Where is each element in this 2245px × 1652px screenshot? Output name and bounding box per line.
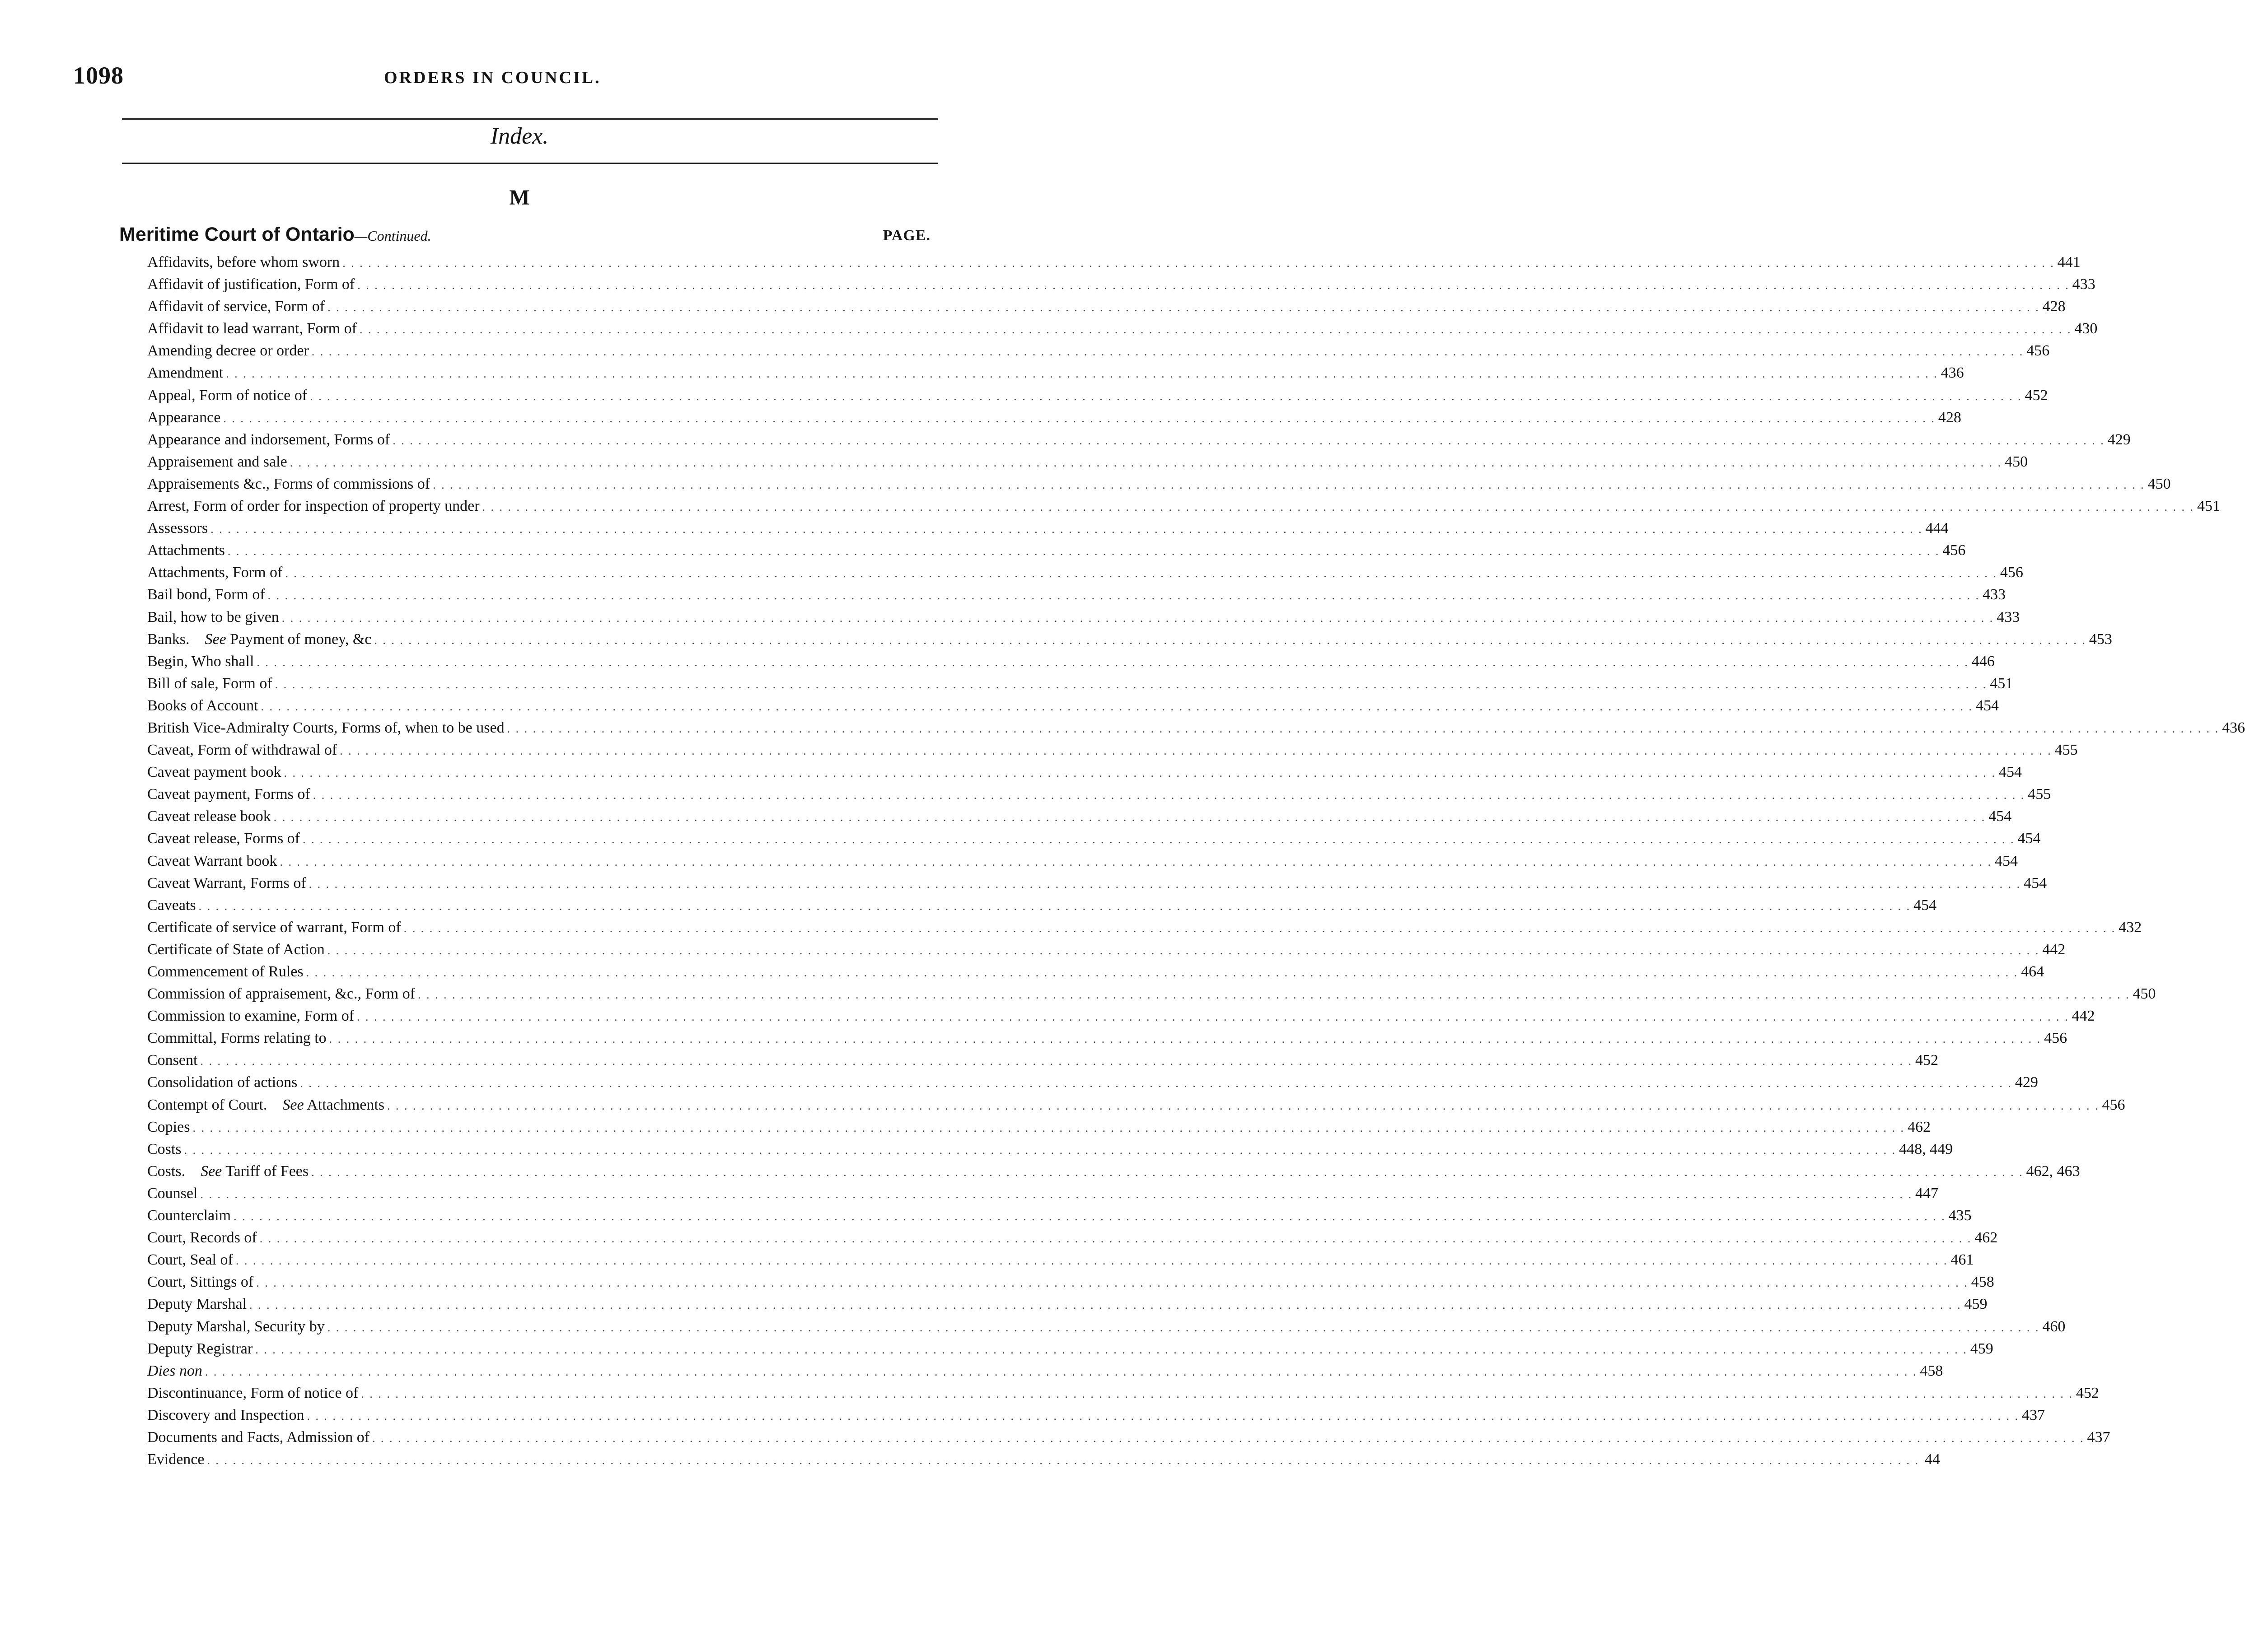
index-entry (147, 1271, 1994, 1293)
dot-leader: . . . . . . . . . . . . . . . . . . . . . . . . . . . . . . . . . . . . . . . . . . . . . . . . . . . . . . . . . . . . . . . . . . . . . . . . . . . . . . . . . . . . . . . . . . . . . . . . . . . . . . . . . . . . . . . . . . . . . . . . . . . . . . . . . . . . . . . . . . . . . . . . . . . . . . . . . . . . . . . . . . . . . . . . . . . . . . . . . . . . . . . . . . . . . . . . . . . . . . . . (280, 855, 1992, 868)
dot-leader: . . . . . . . . . . . . . . . . . . . . . . . . . . . . . . . . . . . . . . . . . . . . . . . . . . . . . . . . . . . . . . . . . . . . . . . . . . . . . . . . . . . . . . . . . . . . . . . . . . . . . . . . . . . . . . . . . . . . . . . . . . . . . . . . . . . . . . . . . . . . . . . . . . . . . . . . . . . . . . . . . . . . . . . . . . . . . . . . . . . . . . . . . . . . . . . . . . . . . . . . (403, 921, 2116, 935)
entry-heading (119, 224, 931, 249)
entry-page: 446 (1971, 653, 1995, 670)
index-entry (147, 1293, 1988, 1315)
dot-leader: . . . . . . . . . . . . . . . . . . . . . . . . . . . . . . . . . . . . . . . . . . . . . . . . . . . . . . . . . . . . . . . . . . . . . . . . . . . . . . . . . . . . . . . . . . . . . . . . . . . . . . . . . . . . . . . . . . . . . . . . . . . . . . . . . . . . . . . . . . . . . . . . . . . . . . . . . . . . . . . . . . . . . . . . . . . . . . . . . . . . . . . . . . . . . . . . . . . . . . . . (256, 1276, 1969, 1290)
entry-page: 451 (1990, 675, 2013, 692)
index-entry (147, 473, 2171, 495)
index-entry (147, 717, 2245, 739)
entry-page: 454 (1988, 808, 2012, 825)
dot-leader: . . . . . . . . . . . . . . . . . . . . . . . . . . . . . . . . . . . . . . . . . . . . . . . . . . . . . . . . . . . . . . . . . . . . . . . . . . . . . . . . . . . . . . . . . . . . . . . . . . . . . . . . . . . . . . . . . . . . . . . . . . . . . . . . . . . . . . . . . . . . . . . . . . . . . . . . . . . . . . . . . . . . . . . . . . . . . . . . . . . . . . . . . . . . . . . . . . . . . . . . (327, 943, 2040, 957)
index-entry (147, 1382, 2099, 1404)
index-entry (147, 1116, 1931, 1138)
dot-leader: . . . . . . . . . . . . . . . . . . . . . . . . . . . . . . . . . . . . . . . . . . . . . . . . . . . . . . . . . . . . . . . . . . . . . . . . . . . . . . . . . . . . . . . . . . . . . . . . . . . . . . . . . . . . . . . . . . . . . . . . . . . . . . . . . . . . . . . . . . . . . . . . . . . . . . . . . . . . . . . . . . . . . . . . . . . . . . . . . . . . . . . . . . . . . . . . . . . . . . . . (290, 456, 2002, 469)
entry-term: Amending decree or order (147, 342, 309, 359)
page-column-label: PAGE. (883, 227, 931, 244)
index-entry (147, 695, 1999, 717)
dot-leader: . . . . . . . . . . . . . . . . . . . . . . . . . . . . . . . . . . . . . . . . . . . . . . . . . . . . . . . . . . . . . . . . . . . . . . . . . . . . . . . . . . . . . . . . . . . . . . . . . . . . . . . . . . . . . . . . . . . . . . . . . . . . . . . . . . . . . . . . . . . . . . . . . . . . . . . . . . . . . . . . . . . . . . . . . . . . . . . . . . . . . . . . . . . . . . . . . . . . . . . . (342, 257, 2055, 270)
entry-page: 452 (1915, 1052, 1938, 1069)
heading-continued: —Continued. (354, 228, 431, 244)
dot-leader: . . . . . . . . . . . . . . . . . . . . . . . . . . . . . . . . . . . . . . . . . . . . . . . . . . . . . . . . . . . . . . . . . . . . . . . . . . . . . . . . . . . . . . . . . . . . . . . . . . . . . . . . . . . . . . . . . . . . . . . . . . . . . . . . . . . . . . . . . . . . . . . . . . . . . . . . . . . . . . . . . . . . . . . . . . . . . . . . . . . . . . . . . . . . . . . . . . . . . . . . (192, 1121, 1905, 1134)
entry-page: 452 (2025, 387, 2048, 404)
entry-page: 444 (1925, 520, 1949, 537)
dot-leader: . . . . . . . . . . . . . . . . . . . . . . . . . . . . . . . . . . . . . . . . . . . . . . . . . . . . . . . . . . . . . . . . . . . . . . . . . . . . . . . . . . . . . . . . . . . . . . . . . . . . . . . . . . . . . . . . . . . . . . . . . . . . . . . . . . . . . . . . . . . . . . . . . . . . . . . . . . . . . . . . . . . . . . . . . . . . . . . . . . . . . . . . . . . . . . . . . . . . . . . . (372, 1431, 2085, 1445)
index-entry (147, 672, 2013, 695)
index-entry (147, 1005, 2095, 1027)
entry-page: 461 (1950, 1251, 1974, 1269)
entry-page: 459 (1970, 1340, 1993, 1357)
entry-term: Bill of sale, Form of (147, 675, 272, 692)
entry-page: 453 (2089, 630, 2112, 648)
index-entry (147, 739, 2078, 761)
dot-leader: . . . . . . . . . . . . . . . . . . . . . . . . . . . . . . . . . . . . . . . . . . . . . . . . . . . . . . . . . . . . . . . . . . . . . . . . . . . . . . . . . . . . . . . . . . . . . . . . . . . . . . . . . . . . . . . . . . . . . . . . . . . . . . . . . . . . . . . . . . . . . . . . . . . . . . . . . . . . . . . . . . . . . . . . . . . . . . . . . . . . . . . . . . . . . . . . . . . . . . . . (357, 279, 2070, 292)
dot-leader: . . . . . . . . . . . . . . . . . . . . . . . . . . . . . . . . . . . . . . . . . . . . . . . . . . . . . . . . . . . . . . . . . . . . . . . . . . . . . . . . . . . . . . . . . . . . . . . . . . . . . . . . . . . . . . . . . . . . . . . . . . . . . . . . . . . . . . . . . . . . . . . . . . . . . . . . . . . . . . . . . . . . . . . . . . . . . . . . . . . . . . . . . . . . . . . . . . . . . . . . (205, 1365, 1918, 1378)
dot-leader: . . . . . . . . . . . . . . . . . . . . . . . . . . . . . . . . . . . . . . . . . . . . . . . . . . . . . . . . . . . . . . . . . . . . . . . . . . . . . . . . . . . . . . . . . . . . . . . . . . . . . . . . . . . . . . . . . . . . . . . . . . . . . . . . . . . . . . . . . . . . . . . . . . . . . . . . . . . . . . . . . . . . . . . . . . . . . . . . . . . . . . . . . . . . . . . . . . . . . . . . (313, 789, 2025, 802)
index-entry (147, 1138, 1953, 1160)
entry-term: Arrest, Form of order for inspection of property under (147, 498, 480, 515)
entry-term: Evidence (147, 1451, 205, 1468)
entry-term: Dies non (147, 1362, 202, 1379)
entry-term: Discovery and Inspection (147, 1406, 304, 1423)
dot-leader: . . . . . . . . . . . . . . . . . . . . . . . . . . . . . . . . . . . . . . . . . . . . . . . . . . . . . . . . . . . . . . . . . . . . . . . . . . . . . . . . . . . . . . . . . . . . . . . . . . . . . . . . . . . . . . . . . . . . . . . . . . . . . . . . . . . . . . . . . . . . . . . . . . . . . . . . . . . . . . . . . . . . . . . . . . . . . . . . . . . . . . . . . . . . . . . . . . . . . . . . (285, 567, 1997, 580)
entry-term: Appearance (147, 409, 221, 426)
entry-term: Amendment (147, 364, 224, 382)
entry-term: Assessors (147, 520, 208, 537)
dot-leader: . . . . . . . . . . . . . . . . . . . . . . . . . . . . . . . . . . . . . . . . . . . . . . . . . . . . . . . . . . . . . . . . . . . . . . . . . . . . . . . . . . . . . . . . . . . . . . . . . . . . . . . . . . . . . . . . . . . . . . . . . . . . . . . . . . . . . . . . . . . . . . . . . . . . . . . . . . . . . . . . . . . . . . . . . . . . . . . . . . . . . . . . . . . . . . . . . . . . . . . . (303, 833, 2015, 846)
entry-term: Court, Sittings of (147, 1274, 254, 1291)
entry-page: 436 (1941, 364, 1964, 382)
entry-term: Caveat release book (147, 808, 271, 825)
see-reference: See (205, 630, 226, 648)
index-entry (147, 406, 1961, 429)
entry-page: 455 (2028, 786, 2051, 803)
entry-term: Court, Seal of (147, 1251, 233, 1269)
entry-term: British Vice-Admiralty Courts, Forms of, when to be used (147, 719, 505, 736)
entry-page: 450 (2133, 985, 2156, 1003)
dot-leader: . . . . . . . . . . . . . . . . . . . . . . . . . . . . . . . . . . . . . . . . . . . . . . . . . . . . . . . . . . . . . . . . . . . . . . . . . . . . . . . . . . . . . . . . . . . . . . . . . . . . . . . . . . . . . . . . . . . . . . . . . . . . . . . . . . . . . . . . . . . . . . . . . . . . . . . . . . . . . . . . . . . . . . . . . . . . . . . . . . . . . . . . . . . . . . . . . . . . . . . . (281, 611, 1994, 625)
entry-page: 433 (1983, 586, 2006, 603)
dot-leader: . . . . . . . . . . . . . . . . . . . . . . . . . . . . . . . . . . . . . . . . . . . . . . . . . . . . . . . . . . . . . . . . . . . . . . . . . . . . . . . . . . . . . . . . . . . . . . . . . . . . . . . . . . . . . . . . . . . . . . . . . . . . . . . . . . . . . . . . . . . . . . . . . . . . . . . . . . . . . . . . . . . . . . . . . . . . . . . . . . . . . . . . . . . . . . . . . . . . . . . . (227, 545, 1940, 558)
entry-term: Caveats (147, 896, 196, 914)
index-entry (147, 894, 1937, 916)
index-entry (147, 1027, 2067, 1049)
section-label: Index. (490, 123, 549, 149)
index-entry (147, 451, 2028, 473)
dot-leader: . . . . . . . . . . . . . . . . . . . . . . . . . . . . . . . . . . . . . . . . . . . . . . . . . . . . . . . . . . . . . . . . . . . . . . . . . . . . . . . . . . . . . . . . . . . . . . . . . . . . . . . . . . . . . . . . . . . . . . . . . . . . . . . . . . . . . . . . . . . . . . . . . . . . . . . . . . . . . . . . . . . . . . . . . . . . . . . . . . . . . . . . . . . . . . . . . . . . . . . . (261, 700, 1974, 713)
entry-term: Discontinuance, Form of notice of (147, 1384, 359, 1401)
index-entry (147, 827, 2041, 849)
index-entry (147, 1404, 2045, 1426)
entry-page: 441 (2057, 254, 2081, 271)
dot-leader: . . . . . . . . . . . . . . . . . . . . . . . . . . . . . . . . . . . . . . . . . . . . . . . . . . . . . . . . . . . . . . . . . . . . . . . . . . . . . . . . . . . . . . . . . . . . . . . . . . . . . . . . . . . . . . . . . . . . . . . . . . . . . . . . . . . . . . . . . . . . . . . . . . . . . . . . . . . . . . . . . . . . . . . . . . . . . . . . . . . . . . . . . . . . . . . . . . . . . . . . (433, 478, 2145, 491)
entry-page: 436 (2222, 719, 2245, 736)
entry-term: Deputy Registrar (147, 1340, 253, 1357)
entry-page: 456 (2026, 342, 2050, 359)
entry-page: 454 (1994, 852, 2018, 869)
entry-term: Attachments (147, 542, 225, 559)
dot-leader: . . . . . . . . . . . . . . . . . . . . . . . . . . . . . . . . . . . . . . . . . . . . . . . . . . . . . . . . . . . . . . . . . . . . . . . . . . . . . . . . . . . . . . . . . . . . . . . . . . . . . . . . . . . . . . . . . . . . . . . . . . . . . . . . . . . . . . . . . . . . . . . . . . . . . . . . . . . . . . . . . . . . . . . . . . . . . . . . . . . . . . . . . . . . . . . . . . . . . . . . (198, 899, 1911, 913)
dot-leader: . . . . . . . . . . . . . . . . . . . . . . . . . . . . . . . . . . . . . . . . . . . . . . . . . . . . . . . . . . . . . . . . . . . . . . . . . . . . . . . . . . . . . . . . . . . . . . . . . . . . . . . . . . . . . . . . . . . . . . . . . . . . . . . . . . . . . . . . . . . . . . . . . . . . . . . . . . . . . . . . . . . . . . . . . . . . . . . . . . . . . . . . . . . . . . . . . . . . . . . . (184, 1143, 1897, 1157)
index-entry (147, 983, 2156, 1005)
dot-leader: . . . . . . . . . . . . . . . . . . . . . . . . . . . . . . . . . . . . . . . . . . . . . . . . . . . . . . . . . . . . . . . . . . . . . . . . . . . . . . . . . . . . . . . . . . . . . . . . . . . . . . . . . . . . . . . . . . . . . . . . . . . . . . . . . . . . . . . . . . . . . . . . . . . . . . . . . . . . . . . . . . . . . . . . . . . . . . . . . . . . . . . . . . . . . . . . . . . . . . . . (418, 988, 2130, 1002)
dot-leader: . . . . . . . . . . . . . . . . . . . . . . . . . . . . . . . . . . . . . . . . . . . . . . . . . . . . . . . . . . . . . . . . . . . . . . . . . . . . . . . . . . . . . . . . . . . . . . . . . . . . . . . . . . . . . . . . . . . . . . . . . . . . . . . . . . . . . . . . . . . . . . . . . . . . . . . . . . . . . . . . . . . . . . . . . . . . . . . . . . . . . . . . . . . . . . . . . . . . . . . . (340, 744, 2052, 758)
entry-page: 454 (2017, 830, 2041, 847)
entry-term: Appearance and indorsement, Forms of (147, 431, 390, 448)
index-entry (147, 384, 2048, 406)
dot-leader: . . . . . . . . . . . . . . . . . . . . . . . . . . . . . . . . . . . . . . . . . . . . . . . . . . . . . . . . . . . . . . . . . . . . . . . . . . . . . . . . . . . . . . . . . . . . . . . . . . . . . . . . . . . . . . . . . . . . . . . . . . . . . . . . . . . . . . . . . . . . . . . . . . . . . . . . . . . . . . . . . . . . . . . . . . . . . . . . . . . . . . . . . . . . . . . . . . . . . . . . (359, 323, 2072, 336)
entry-term: Consent (147, 1052, 198, 1069)
index-entry (147, 295, 2066, 317)
see-reference: See (201, 1162, 222, 1180)
dot-leader: . . . . . . . . . . . . . . . . . . . . . . . . . . . . . . . . . . . . . . . . . . . . . . . . . . . . . . . . . . . . . . . . . . . . . . . . . . . . . . . . . . . . . . . . . . . . . . . . . . . . . . . . . . . . . . . . . . . . . . . . . . . . . . . . . . . . . . . . . . . . . . . . . . . . . . . . . . . . . . . . . . . . . . . . . . . . . . . . . . . . . . . . . . . . . . . . . . . . . . . . (374, 633, 2086, 647)
dot-leader: . . . . . . . . . . . . . . . . . . . . . . . . . . . . . . . . . . . . . . . . . . . . . . . . . . . . . . . . . . . . . . . . . . . . . . . . . . . . . . . . . . . . . . . . . . . . . . . . . . . . . . . . . . . . . . . . . . . . . . . . . . . . . . . . . . . . . . . . . . . . . . . . . . . . . . . . . . . . . . . . . . . . . . . . . . . . . . . . . . . . . . . . . . . . . . . . . . . . . . . . (310, 389, 2022, 403)
index-entry (147, 606, 2020, 628)
entry-term: Appraisements &c., Forms of commissions of (147, 475, 430, 492)
entry-term: Appraisement and sale (147, 453, 287, 470)
entry-term: Committal, Forms relating to (147, 1030, 327, 1047)
dot-leader: . . . . . . . . . . . . . . . . . . . . . . . . . . . . . . . . . . . . . . . . . . . . . . . . . . . . . . . . . . . . . . . . . . . . . . . . . . . . . . . . . . . . . . . . . . . . . . . . . . . . . . . . . . . . . . . . . . . . . . . . . . . . . . . . . . . . . . . . . . . . . . . . . . . . . . . . . . . . . . . . . . . . . . . . . . . . . . . . . . . . . . . . . . . . . . . . . . . . . . . . (200, 1055, 1913, 1068)
entry-page: 429 (2015, 1074, 2038, 1091)
index-entry (147, 362, 1964, 384)
dot-leader: . . . . . . . . . . . . . . . . . . . . . . . . . . . . . . . . . . . . . . . . . . . . . . . . . . . . . . . . . . . . . . . . . . . . . . . . . . . . . . . . . . . . . . . . . . . . . . . . . . . . . . . . . . . . . . . . . . . . . . . . . . . . . . . . . . . . . . . . . . . . . . . . . . . . . . . . . . . . . . . . . . . . . . . . . . . . . . . . . . . . . . . . . . . . . . . . . . . . . . . . (361, 1387, 2073, 1400)
entry-term: Certificate of State of Action (147, 941, 325, 958)
entry-term: Contempt of Court. See Attachments (147, 1096, 385, 1113)
entry-page: 454 (1913, 896, 1937, 914)
entry-page: 455 (2054, 742, 2078, 759)
dot-leader: . . . . . . . . . . . . . . . . . . . . . . . . . . . . . . . . . . . . . . . . . . . . . . . . . . . . . . . . . . . . . . . . . . . . . . . . . . . . . . . . . . . . . . . . . . . . . . . . . . . . . . . . . . . . . . . . . . . . . . . . . . . . . . . . . . . . . . . . . . . . . . . . . . . . . . . . . . . . . . . . . . . . . . . . . . . . . . . . . . . . . . . . . . . . . . . . . . . . . . . . (311, 1165, 2024, 1179)
dot-leader: . . . . . . . . . . . . . . . . . . . . . . . . . . . . . . . . . . . . . . . . . . . . . . . . . . . . . . . . . . . . . . . . . . . . . . . . . . . . . . . . . . . . . . . . . . . . . . . . . . . . . . . . . . . . . . . . . . . . . . . . . . . . . . . . . . . . . . . . . . . . . . . . . . . . . . . . . . . . . . . . . . . . . . . . . . . . . . . . . . . . . . . . . . . . . . . . . . . . . . . . (357, 1010, 2069, 1024)
entry-page: 462 (1974, 1229, 1998, 1246)
page-number: 1098 (73, 62, 124, 89)
dot-leader: . . . . . . . . . . . . . . . . . . . . . . . . . . . . . . . . . . . . . . . . . . . . . . . . . . . . . . . . . . . . . . . . . . . . . . . . . . . . . . . . . . . . . . . . . . . . . . . . . . . . . . . . . . . . . . . . . . . . . . . . . . . . . . . . . . . . . . . . . . . . . . . . . . . . . . . . . . . . . . . . . . . . . . . . . . . . . . . . . . . . . . . . . . . . . . . . . . . . . . . . (275, 677, 1988, 691)
top-rule (122, 118, 938, 120)
dot-leader: . . . . . . . . . . . . . . . . . . . . . . . . . . . . . . . . . . . . . . . . . . . . . . . . . . . . . . . . . . . . . . . . . . . . . . . . . . . . . . . . . . . . . . . . . . . . . . . . . . . . . . . . . . . . . . . . . . . . . . . . . . . . . . . . . . . . . . . . . . . . . . . . . . . . . . . . . . . . . . . . . . . . . . . . . . . . . . . . . . . . . . . . . . . . . . . . . . . . . . . . (259, 1232, 1972, 1246)
dot-leader: . . . . . . . . . . . . . . . . . . . . . . . . . . . . . . . . . . . . . . . . . . . . . . . . . . . . . . . . . . . . . . . . . . . . . . . . . . . . . . . . . . . . . . . . . . . . . . . . . . . . . . . . . . . . . . . . . . . . . . . . . . . . . . . . . . . . . . . . . . . . . . . . . . . . . . . . . . . . . . . . . . . . . . . . . . . . . . . . . . . . . . . . . . . . . . . . . . . . . . . . (327, 1321, 2040, 1334)
dot-leader: . . . . . . . . . . . . . . . . . . . . . . . . . . . . . . . . . . . . . . . . . . . . . . . . . . . . . . . . . . . . . . . . . . . . . . . . . . . . . . . . . . . . . . . . . . . . . . . . . . . . . . . . . . . . . . . . . . . . . . . . . . . . . . . . . . . . . . . . . . . . . . . . . . . . . . . . . . . . . . . . . . . . . . . . . . . . . . . . . . . . . . . . . . . . . . . . . . . . . . . . (255, 1343, 1968, 1356)
entry-page: 459 (1964, 1296, 1988, 1313)
entry-page: 454 (1998, 764, 2022, 781)
index-entry (147, 583, 2006, 606)
dot-leader: . . . . . . . . . . . . . . . . . . . . . . . . . . . . . . . . . . . . . . . . . . . . . . . . . . . . . . . . . . . . . . . . . . . . . . . . . . . . . . . . . . . . . . . . . . . . . . . . . . . . . . . . . . . . . . . . . . . . . . . . . . . . . . . . . . . . . . . . . . . . . . . . . . . . . . . . . . . . . . . . . . . . . . . . . . . . . . . . . . . . . . . . . . . . . . . . . . . . . . . . (309, 877, 2021, 891)
dot-leader: . . . . . . . . . . . . . . . . . . . . . . . . . . . . . . . . . . . . . . . . . . . . . . . . . . . . . . . . . . . . . . . . . . . . . . . . . . . . . . . . . . . . . . . . . . . . . . . . . . . . . . . . . . . . . . . . . . . . . . . . . . . . . . . . . . . . . . . . . . . . . . . . . . . . . . . . . . . . . . . . . . . . . . . . . . . . . . . . . . . . . . . . . . . . . . . . . . . . . . . . (327, 301, 2040, 314)
dot-leader: . . . . . . . . . . . . . . . . . . . . . . . . . . . . . . . . . . . . . . . . . . . . . . . . . . . . . . . . . . . . . . . . . . . . . . . . . . . . . . . . . . . . . . . . . . . . . . . . . . . . . . . . . . . . . . . . . . . . . . . . . . . . . . . . . . . . . . . . . . . . . . . . . . . . . . . . . . . . . . . . . . . . . . . . . . . . . . . . . . . . . . . . . . . . . . . . . . . . . . . . (393, 434, 2105, 447)
entry-page: 462, 463 (2026, 1162, 2080, 1180)
entry-term: Begin, Who shall (147, 653, 254, 670)
entry-page: 435 (1948, 1207, 1972, 1224)
dot-leader: . . . . . . . . . . . . . . . . . . . . . . . . . . . . . . . . . . . . . . . . . . . . . . . . . . . . . . . . . . . . . . . . . . . . . . . . . . . . . . . . . . . . . . . . . . . . . . . . . . . . . . . . . . . . . . . . . . . . . . . . . . . . . . . . . . . . . . . . . . . . . . . . . . . . . . . . . . . . . . . . . . . . . . . . . . . . . . . . . . . . . . . . . . . . . . . . . . . . . . . . (329, 1032, 2042, 1046)
entry-term: Costs (147, 1140, 182, 1157)
entry-term: Affidavit of service, Form of (147, 298, 325, 315)
entry-page: 442 (2072, 1008, 2095, 1025)
entry-page: 447 (1915, 1185, 1938, 1202)
index-entry (147, 1360, 1943, 1382)
index-entry (147, 251, 2081, 273)
entry-term: Caveat Warrant book (147, 852, 277, 869)
entry-page: 437 (2021, 1406, 2045, 1423)
entry-page: 448, 449 (1899, 1140, 1953, 1157)
dot-leader: . . . . . . . . . . . . . . . . . . . . . . . . . . . . . . . . . . . . . . . . . . . . . . . . . . . . . . . . . . . . . . . . . . . . . . . . . . . . . . . . . . . . . . . . . . . . . . . . . . . . . . . . . . . . . . . . . . . . . . . . . . . . . . . . . . . . . . . . . . . . . . . . . . . . . . . . . . . . . . . . . . . . . . . . . . . . . . . . . . . . . . . . . . . . . . . . . . . . . . . . (210, 523, 1923, 536)
entry-page: 456 (1942, 542, 1966, 559)
entry-page: 458 (1920, 1362, 1943, 1379)
entry-page: 464 (2021, 963, 2044, 980)
index-entry (147, 1249, 1974, 1271)
entry-term: Counsel (147, 1185, 198, 1202)
entry-page: 451 (2197, 498, 2221, 515)
entry-page: 452 (2076, 1384, 2099, 1401)
index-entry (147, 1426, 2110, 1448)
entry-term: Deputy Marshal (147, 1296, 247, 1313)
entry-term: Bail, how to be given (147, 608, 279, 625)
entry-page: 456 (2044, 1030, 2067, 1047)
entry-term: Documents and Facts, Admission of (147, 1428, 370, 1446)
entry-term: Caveat release, Forms of (147, 830, 300, 847)
dot-leader: . . . . . . . . . . . . . . . . . . . . . . . . . . . . . . . . . . . . . . . . . . . . . . . . . . . . . . . . . . . . . . . . . . . . . . . . . . . . . . . . . . . . . . . . . . . . . . . . . . . . . . . . . . . . . . . . . . . . . . . . . . . . . . . . . . . . . . . . . . . . . . . . . . . . . . . . . . . . . . . . . . . . . . . . . . . . . . . . . . . . . . . . . . . . . . . . . . . . . . . . (257, 655, 1969, 669)
entry-page: 432 (2119, 919, 2142, 936)
dot-leader: . . . . . . . . . . . . . . . . . . . . . . . . . . . . . . . . . . . . . . . . . . . . . . . . . . . . . . . . . . . . . . . . . . . . . . . . . . . . . . . . . . . . . . . . . . . . . . . . . . . . . . . . . . . . . . . . . . . . . . . . . . . . . . . . . . . . . . . . . . . . . . . . . . . . . . . . . . . . . . . . . . . . . . . . . . . . . . . . . . . . . . . . . . . . . . . . . . . . . . . . (226, 367, 1938, 381)
entry-term: Commission to examine, Form of (147, 1008, 355, 1025)
entry-page: 428 (2042, 298, 2066, 315)
entry-page: 44 (1925, 1451, 1940, 1468)
index-entry (147, 761, 2022, 783)
entry-page: 430 (2074, 320, 2098, 337)
index-entry (147, 1338, 1993, 1360)
dot-leader: . . . . . . . . . . . . . . . . . . . . . . . . . . . . . . . . . . . . . . . . . . . . . . . . . . . . . . . . . . . . . . . . . . . . . . . . . . . . . . . . . . . . . . . . . . . . . . . . . . . . . . . . . . . . . . . . . . . . . . . . . . . . . . . . . . . . . . . . . . . . . . . . . . . . . . . . . . . . . . . . . . . . . . . . . . . . . . . . . . . . . . . . . . . . . . . . . . . . . . . . (207, 1454, 1919, 1467)
entry-page: 458 (1971, 1274, 1994, 1291)
entry-term: Affidavit to lead warrant, Form of (147, 320, 357, 337)
index-entry (147, 495, 2221, 517)
index-entry (147, 961, 2044, 983)
entry-page: 442 (2042, 941, 2066, 958)
entry-term: Counterclaim (147, 1207, 231, 1224)
index-entry (147, 517, 1949, 539)
index-entry (147, 1182, 1938, 1204)
entry-page: 454 (2024, 874, 2047, 891)
dot-leader: . . . . . . . . . . . . . . . . . . . . . . . . . . . . . . . . . . . . . . . . . . . . . . . . . . . . . . . . . . . . . . . . . . . . . . . . . . . . . . . . . . . . . . . . . . . . . . . . . . . . . . . . . . . . . . . . . . . . . . . . . . . . . . . . . . . . . . . . . . . . . . . . . . . . . . . . . . . . . . . . . . . . . . . . . . . . . . . . . . . . . . . . . . . . . . . . . . . . . . . . (482, 500, 2195, 514)
index-entry (147, 561, 2023, 583)
index-entry (147, 628, 2112, 650)
entry-term: Costs. See Tariff of Fees (147, 1162, 309, 1180)
entry-term: Certificate of service of warrant, Form of (147, 919, 401, 936)
entry-term: Copies (147, 1118, 190, 1135)
dot-leader: . . . . . . . . . . . . . . . . . . . . . . . . . . . . . . . . . . . . . . . . . . . . . . . . . . . . . . . . . . . . . . . . . . . . . . . . . . . . . . . . . . . . . . . . . . . . . . . . . . . . . . . . . . . . . . . . . . . . . . . . . . . . . . . . . . . . . . . . . . . . . . . . . . . . . . . . . . . . . . . . . . . . . . . . . . . . . . . . . . . . . . . . . . . . . . . . . . . . . . . . (223, 411, 1936, 425)
entry-term: Banks. See Payment of money, &c (147, 630, 372, 648)
dot-leader: . . . . . . . . . . . . . . . . . . . . . . . . . . . . . . . . . . . . . . . . . . . . . . . . . . . . . . . . . . . . . . . . . . . . . . . . . . . . . . . . . . . . . . . . . . . . . . . . . . . . . . . . . . . . . . . . . . . . . . . . . . . . . . . . . . . . . . . . . . . . . . . . . . . . . . . . . . . . . . . . . . . . . . . . . . . . . . . . . . . . . . . . . . . . . . . . . . . . . . . . (284, 766, 1996, 780)
entry-term: Consolidation of actions (147, 1074, 298, 1091)
entry-term: Deputy Marshal, Security by (147, 1318, 325, 1335)
index-entry (147, 1094, 2125, 1116)
dot-leader: . . . . . . . . . . . . . . . . . . . . . . . . . . . . . . . . . . . . . . . . . . . . . . . . . . . . . . . . . . . . . . . . . . . . . . . . . . . . . . . . . . . . . . . . . . . . . . . . . . . . . . . . . . . . . . . . . . . . . . . . . . . . . . . . . . . . . . . . . . . . . . . . . . . . . . . . . . . . . . . . . . . . . . . . . . . . . . . . . . . . . . . . . . . . . . . . . . . . . . . . (300, 1077, 2012, 1090)
index-entry (147, 1448, 1940, 1470)
entry-page: 454 (1976, 697, 1999, 714)
index-entry (147, 1160, 2080, 1182)
dot-leader: . . . . . . . . . . . . . . . . . . . . . . . . . . . . . . . . . . . . . . . . . . . . . . . . . . . . . . . . . . . . . . . . . . . . . . . . . . . . . . . . . . . . . . . . . . . . . . . . . . . . . . . . . . . . . . . . . . . . . . . . . . . . . . . . . . . . . . . . . . . . . . . . . . . . . . . . . . . . . . . . . . . . . . . . . . . . . . . . . . . . . . . . . . . . . . . . . . . . . . . . (273, 811, 1986, 824)
dot-leader: . . . . . . . . . . . . . . . . . . . . . . . . . . . . . . . . . . . . . . . . . . . . . . . . . . . . . . . . . . . . . . . . . . . . . . . . . . . . . . . . . . . . . . . . . . . . . . . . . . . . . . . . . . . . . . . . . . . . . . . . . . . . . . . . . . . . . . . . . . . . . . . . . . . . . . . . . . . . . . . . . . . . . . . . . . . . . . . . . . . . . . . . . . . . . . . . . . . . . . . . (249, 1298, 1962, 1312)
entry-page: 429 (2107, 431, 2131, 448)
dot-leader: . . . . . . . . . . . . . . . . . . . . . . . . . . . . . . . . . . . . . . . . . . . . . . . . . . . . . . . . . . . . . . . . . . . . . . . . . . . . . . . . . . . . . . . . . . . . . . . . . . . . . . . . . . . . . . . . . . . . . . . . . . . . . . . . . . . . . . . . . . . . . . . . . . . . . . . . . . . . . . . . . . . . . . . . . . . . . . . . . . . . . . . . . . . . . . . . . . . . . . . . (267, 589, 1980, 602)
dot-leader: . . . . . . . . . . . . . . . . . . . . . . . . . . . . . . . . . . . . . . . . . . . . . . . . . . . . . . . . . . . . . . . . . . . . . . . . . . . . . . . . . . . . . . . . . . . . . . . . . . . . . . . . . . . . . . . . . . . . . . . . . . . . . . . . . . . . . . . . . . . . . . . . . . . . . . . . . . . . . . . . . . . . . . . . . . . . . . . . . . . . . . . . . . . . . . . . . . . . . . . . (507, 722, 2220, 735)
entry-term: Commission of appraisement, &c., Form of (147, 985, 416, 1003)
dot-leader: . . . . . . . . . . . . . . . . . . . . . . . . . . . . . . . . . . . . . . . . . . . . . . . . . . . . . . . . . . . . . . . . . . . . . . . . . . . . . . . . . . . . . . . . . . . . . . . . . . . . . . . . . . . . . . . . . . . . . . . . . . . . . . . . . . . . . . . . . . . . . . . . . . . . . . . . . . . . . . . . . . . . . . . . . . . . . . . . . . . . . . . . . . . . . . . . . . . . . . . . (200, 1187, 1913, 1201)
entry-term: Attachments, Form of (147, 564, 283, 581)
entry-term: Affidavits, before whom sworn (147, 254, 340, 271)
running-head: ORDERS IN COUNCIL. (384, 68, 601, 87)
index-entry (147, 872, 2047, 894)
entry-page: 437 (2087, 1428, 2110, 1446)
entry-page: 456 (2000, 564, 2023, 581)
index-entry (147, 340, 2050, 362)
index-entry (147, 273, 2095, 295)
entry-page: 433 (1997, 608, 2020, 625)
index-letter: M (509, 186, 530, 210)
dot-leader: . . . . . . . . . . . . . . . . . . . . . . . . . . . . . . . . . . . . . . . . . . . . . . . . . . . . . . . . . . . . . . . . . . . . . . . . . . . . . . . . . . . . . . . . . . . . . . . . . . . . . . . . . . . . . . . . . . . . . . . . . . . . . . . . . . . . . . . . . . . . . . . . . . . . . . . . . . . . . . . . . . . . . . . . . . . . . . . . . . . . . . . . . . . . . . . . . . . . . . . . (311, 345, 2024, 359)
index-entry (147, 1049, 1938, 1071)
entry-term: Books of Account (147, 697, 258, 714)
index-entry (147, 1227, 1998, 1249)
dot-leader: . . . . . . . . . . . . . . . . . . . . . . . . . . . . . . . . . . . . . . . . . . . . . . . . . . . . . . . . . . . . . . . . . . . . . . . . . . . . . . . . . . . . . . . . . . . . . . . . . . . . . . . . . . . . . . . . . . . . . . . . . . . . . . . . . . . . . . . . . . . . . . . . . . . . . . . . . . . . . . . . . . . . . . . . . . . . . . . . . . . . . . . . . . . . . . . . . . . . . . . . (234, 1210, 1946, 1223)
entry-term: Court, Records of (147, 1229, 257, 1246)
index-entry (147, 539, 1966, 561)
entry-term: Affidavit of justification, Form of (147, 276, 355, 293)
entry-page: 460 (2042, 1318, 2066, 1335)
entry-term: Bail bond, Form of (147, 586, 265, 603)
entry-page: 428 (1938, 409, 1961, 426)
entry-term: Commencement of Rules (147, 963, 304, 980)
entry-page: 450 (2005, 453, 2028, 470)
index-entry (147, 805, 2012, 827)
bottom-rule (122, 163, 938, 164)
entry-term: Caveat payment, Forms of (147, 786, 310, 803)
entry-term: Caveat, Form of withdrawal of (147, 742, 337, 759)
index-entry (147, 1316, 2066, 1338)
entry-term: Appeal, Form of notice of (147, 387, 308, 404)
entry-term: Caveat payment book (147, 764, 281, 781)
dot-leader: . . . . . . . . . . . . . . . . . . . . . . . . . . . . . . . . . . . . . . . . . . . . . . . . . . . . . . . . . . . . . . . . . . . . . . . . . . . . . . . . . . . . . . . . . . . . . . . . . . . . . . . . . . . . . . . . . . . . . . . . . . . . . . . . . . . . . . . . . . . . . . . . . . . . . . . . . . . . . . . . . . . . . . . . . . . . . . . . . . . . . . . . . . . . . . . . . . . . . . . . (307, 1409, 2019, 1423)
index-entry (147, 916, 2142, 938)
entry-page: 462 (1907, 1118, 1931, 1135)
dot-leader: . . . . . . . . . . . . . . . . . . . . . . . . . . . . . . . . . . . . . . . . . . . . . . . . . . . . . . . . . . . . . . . . . . . . . . . . . . . . . . . . . . . . . . . . . . . . . . . . . . . . . . . . . . . . . . . . . . . . . . . . . . . . . . . . . . . . . . . . . . . . . . . . . . . . . . . . . . . . . . . . . . . . . . . . . . . . . . . . . . . . . . . . . . . . . . . . . . . . . . . . (306, 966, 2019, 979)
entry-page: 456 (2102, 1096, 2125, 1113)
entry-term: Caveat Warrant, Forms of (147, 874, 306, 891)
index-entry (147, 429, 2131, 451)
index-entry (147, 1071, 2038, 1093)
index-entry (147, 650, 1995, 672)
heading-title: Meritime Court of Ontario (119, 224, 355, 245)
index-entry (147, 783, 2051, 805)
index-entry (147, 317, 2098, 340)
dot-leader: . . . . . . . . . . . . . . . . . . . . . . . . . . . . . . . . . . . . . . . . . . . . . . . . . . . . . . . . . . . . . . . . . . . . . . . . . . . . . . . . . . . . . . . . . . . . . . . . . . . . . . . . . . . . . . . . . . . . . . . . . . . . . . . . . . . . . . . . . . . . . . . . . . . . . . . . . . . . . . . . . . . . . . . . . . . . . . . . . . . . . . . . . . . . . . . . . . . . . . . . (387, 1099, 2100, 1112)
index-entry (147, 850, 2018, 872)
entry-page: 450 (2147, 475, 2171, 492)
dot-leader: . . . . . . . . . . . . . . . . . . . . . . . . . . . . . . . . . . . . . . . . . . . . . . . . . . . . . . . . . . . . . . . . . . . . . . . . . . . . . . . . . . . . . . . . . . . . . . . . . . . . . . . . . . . . . . . . . . . . . . . . . . . . . . . . . . . . . . . . . . . . . . . . . . . . . . . . . . . . . . . . . . . . . . . . . . . . . . . . . . . . . . . . . . . . . . . . . . . . . . . . (235, 1254, 1948, 1268)
entry-page: 433 (2072, 276, 2095, 293)
index-entry (147, 938, 2066, 961)
index-entry (147, 1204, 1972, 1227)
see-reference: See (282, 1096, 304, 1113)
index-entries (147, 251, 2245, 1470)
